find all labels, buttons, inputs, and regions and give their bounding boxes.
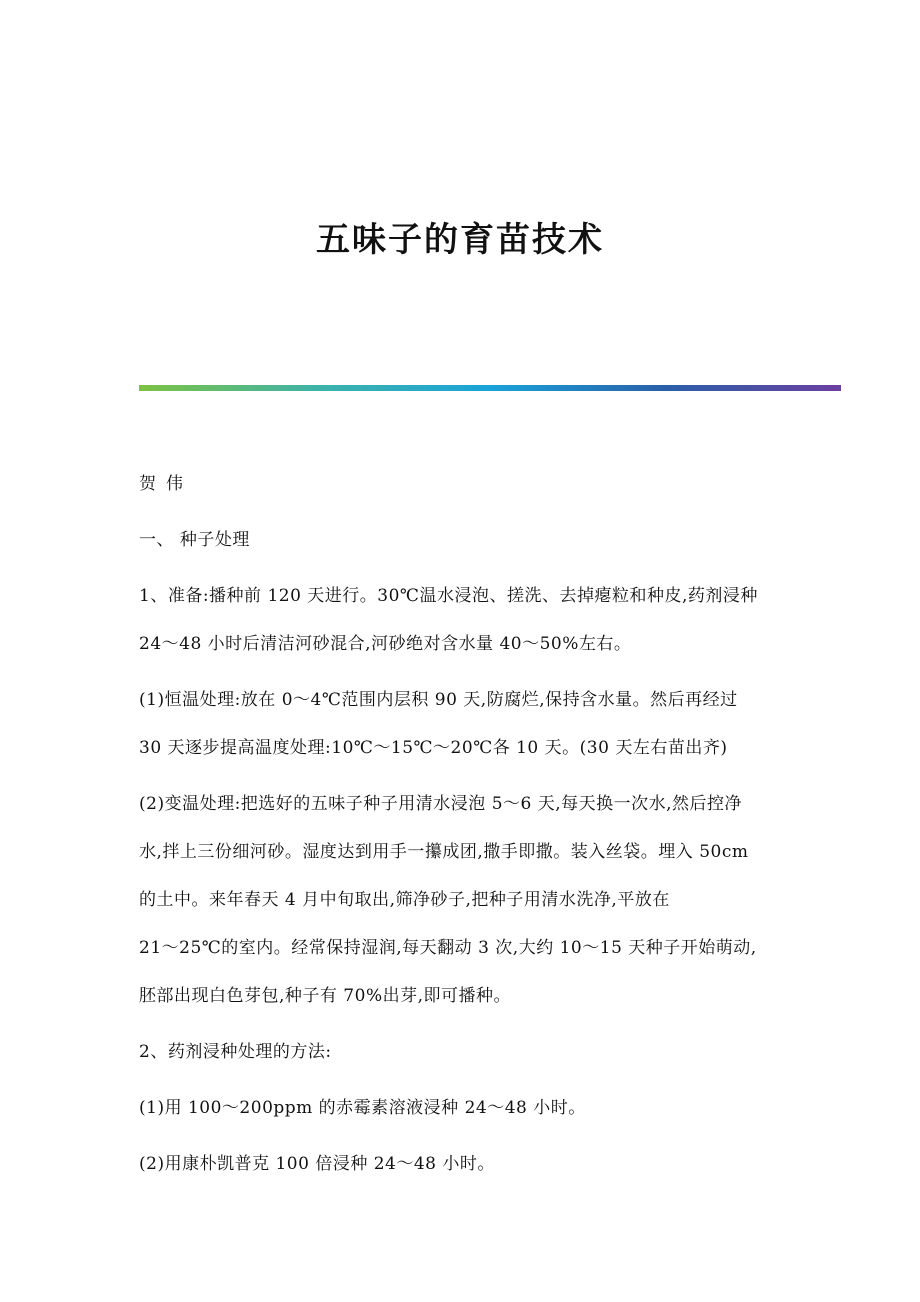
- paragraph-line: (1)用 100～200ppm 的赤霉素溶液浸种 24～48 小时。: [139, 1098, 586, 1118]
- subsection-heading-chemical-soaking: 2、药剂浸种处理的方法:: [139, 1042, 332, 1062]
- paragraph-line: 1、准备:播种前 120 天进行。30℃温水浸泡、搓洗、去掉瘪粒和种皮,药剂浸种: [139, 586, 758, 606]
- paragraph-line: 24～48 小时后清洁河砂混合,河砂绝对含水量 40～50%左右。: [139, 634, 632, 654]
- paragraph-line: 21～25℃的室内。经常保持湿润,每天翻动 3 次,大约 10～15 天种子开始萌动,: [139, 938, 757, 958]
- author-name: 贺伟: [139, 474, 193, 494]
- paragraph-line: 的土中。来年春天 4 月中旬取出,筛净砂子,把种子用清水洗净,平放在: [139, 890, 670, 910]
- paragraph-line: 胚部出现白色芽包,种子有 70%出芽,即可播种。: [139, 986, 511, 1006]
- paragraph-line: (2)变温处理:把选好的五味子种子用清水浸泡 5～6 天,每天换一次水,然后控净: [139, 794, 743, 814]
- section-heading-seed-treatment: 一、 种子处理: [139, 530, 250, 550]
- document-title: 五味子的育苗技术: [316, 220, 604, 260]
- paragraph-line: 水,拌上三份细河砂。湿度达到用手一攥成团,撒手即撒。装入丝袋。埋入 50cm: [139, 842, 749, 862]
- paragraph-line: (1)恒温处理:放在 0～4℃范围内层积 90 天,防腐烂,保持含水量。然后再经过: [139, 690, 738, 710]
- paragraph-line: 30 天逐步提高温度处理:10℃～15℃～20℃各 10 天。(30 天左右苗出齐): [139, 738, 728, 758]
- title-divider: [139, 385, 841, 391]
- paragraph-line: (2)用康朴凯普克 100 倍浸种 24～48 小时。: [139, 1154, 495, 1174]
